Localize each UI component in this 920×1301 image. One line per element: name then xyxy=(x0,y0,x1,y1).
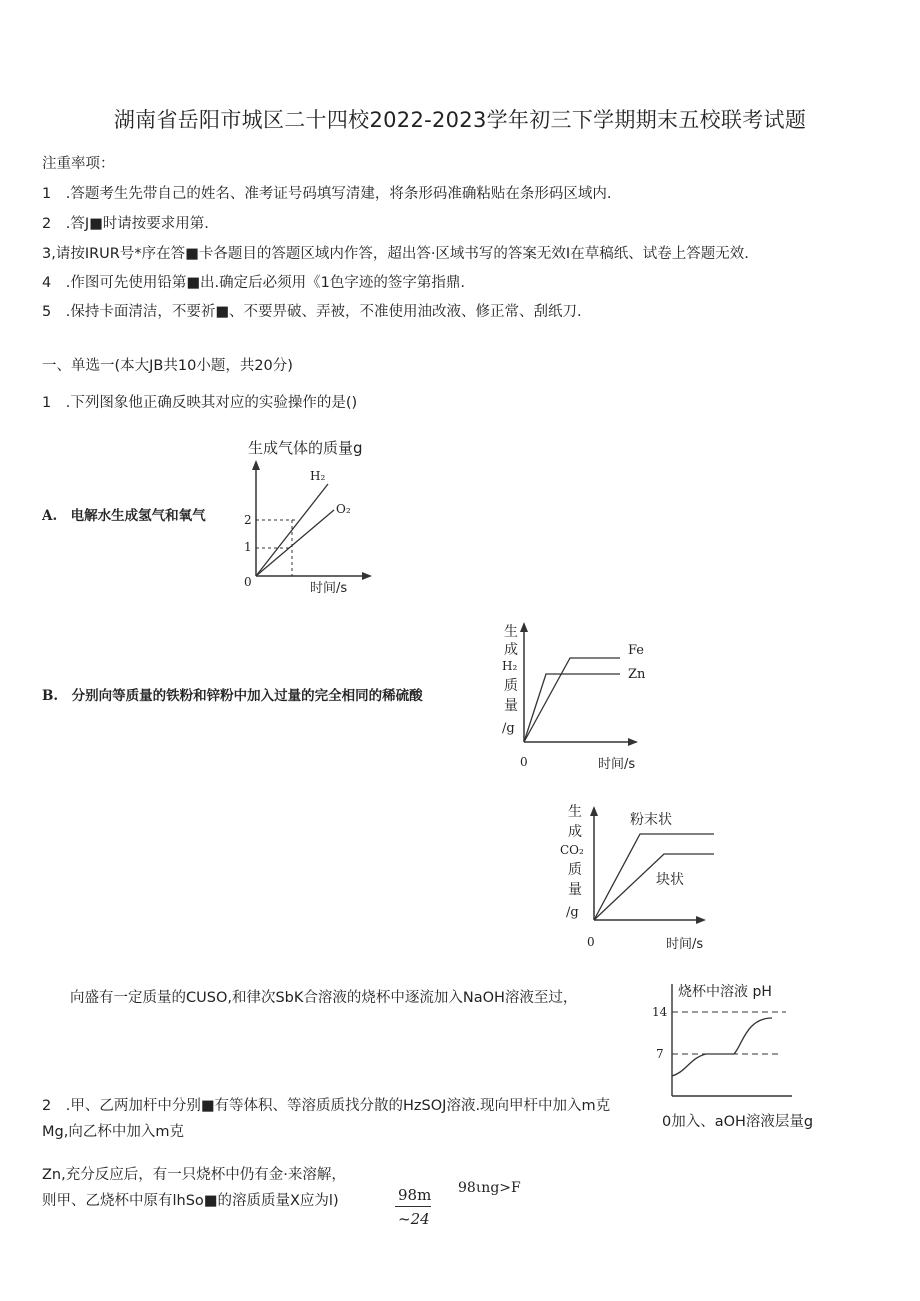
chart-c-x-arrow xyxy=(696,916,706,924)
chart-c-lump-label: 块状 xyxy=(656,872,684,888)
option-a-label: A. 电解水生成氢气和氧气 xyxy=(42,508,206,524)
chart-c-origin: 0 xyxy=(587,935,595,949)
question-2-line-1: 2 .甲、乙两加杆中分别■有等体积、等溶质质找分散的HzSOJ溶液.现向甲杆中加入m克 xyxy=(42,1098,611,1114)
notice-item-2: 2 .答J■时请按要求用第. xyxy=(42,216,209,232)
chart-a-ytick-2: 2 xyxy=(244,513,252,527)
notice-heading: 注重率项： xyxy=(42,156,115,172)
chart-b-fe-line xyxy=(524,658,620,742)
fraction-denominator: ~24 xyxy=(398,1210,430,1228)
section-heading: 一、单选一(本大JB共10小题，共20分) xyxy=(42,358,293,374)
chart-d-ylabel: 烧杯中溶液 pH xyxy=(678,984,772,1000)
chart-b-origin: 0 xyxy=(520,755,528,769)
chart-c-powder-label: 粉末状 xyxy=(630,812,672,828)
page-title: 湖南省岳阳市城区二十四校2022-2023学年初三下学期期末五校联考试题 xyxy=(113,108,807,132)
notice-item-5: 5 .保持卡面清洁，不要祈■、不要畀破、弄被，不准使用油改液、修正常、刮纸刀. xyxy=(42,304,582,320)
chart-a-ytick-1: 1 xyxy=(244,540,252,554)
chart-c-xlabel: 时间/s xyxy=(666,937,704,952)
chart-b-xlabel: 时间/s xyxy=(598,757,636,772)
chart-d xyxy=(650,978,840,1108)
chart-a-xlabel: 时间/s xyxy=(310,581,348,596)
chart-b-y-arrow xyxy=(520,622,528,632)
fraction-bar xyxy=(395,1206,431,1207)
chart-d-ph-curve xyxy=(672,1018,772,1076)
chart-c-ylabel-4: 质 xyxy=(568,862,582,878)
notice-item-3: 3,请按IRUR号*序在答■卡各题目的答题区域内作答，超出答·区域书写的答案无效I在草稿纸、试卷上答题无效. xyxy=(42,246,749,262)
question-2-line-2: Mg,向乙杯中加入m克 xyxy=(42,1124,184,1140)
chart-a-origin: 0 xyxy=(244,575,252,589)
chart-c-y-arrow xyxy=(590,806,598,816)
question-2-line-3: Zn,充分反应后，有一只烧杯中仍有金·来溶解， xyxy=(42,1167,346,1183)
chart-b-ylabel-1: 生 xyxy=(504,624,518,640)
chart-d-ytick-7: 7 xyxy=(656,1047,664,1061)
chart-b-ylabel-3: H₂ xyxy=(502,659,518,673)
chart-a xyxy=(236,436,386,596)
chart-a-ylabel: 生成气体的质量g xyxy=(248,439,363,457)
question-2-expression: 98ιng>F xyxy=(458,1180,521,1196)
chart-a-h2-label: H₂ xyxy=(310,469,326,483)
chart-d-ytick-14: 14 xyxy=(652,1005,668,1019)
chart-d-xlabel: 0加入、aOH溶液层量g xyxy=(662,1114,814,1130)
chart-b-x-arrow xyxy=(628,738,638,746)
chart-b xyxy=(494,612,664,777)
question-2-line-4: 则甲、乙烧杯中原有lhSo■的溶质质量X应为l) xyxy=(42,1193,339,1209)
chart-c-ylabel-1: 生 xyxy=(568,804,582,820)
chart-b-ylabel-6: /g xyxy=(502,721,515,736)
chart-a-o2-label: O₂ xyxy=(336,502,351,516)
chart-b-ylabel-5: 量 xyxy=(504,698,518,714)
option-d-text: 向盛有一定质量的CUSO,和律次SbK合溶液的烧杯中逐流加入NaOH溶液至过， xyxy=(70,990,578,1006)
chart-b-ylabel-4: 质 xyxy=(504,678,518,694)
fraction-numerator: 98m xyxy=(398,1186,432,1204)
chart-b-zn-line xyxy=(524,674,620,742)
option-b-label: B. 分别向等质量的铁粉和锌粉中加入过量的完全相同的稀硫酸 xyxy=(42,688,423,704)
chart-b-zn-label: Zn xyxy=(628,667,646,682)
chart-c-ylabel-3: CO₂ xyxy=(560,843,584,857)
chart-a-y-arrow xyxy=(252,460,260,470)
chart-c xyxy=(560,798,730,958)
chart-c-ylabel-6: /g xyxy=(566,905,579,920)
notice-item-4: 4 .作图可先使用铅第■出.确定后必须用《1色字迹的签字第指鼎. xyxy=(42,275,465,291)
chart-a-x-arrow xyxy=(362,572,372,580)
chart-c-ylabel-2: 成 xyxy=(568,824,582,840)
chart-c-ylabel-5: 量 xyxy=(568,882,582,898)
chart-c-powder-line xyxy=(594,834,714,920)
notice-item-1: 1 .答题考生先带自己的姓名、准考证号码填写清建，将条形码准确粘贴在条形码区域内. xyxy=(42,186,612,202)
chart-b-fe-label: Fe xyxy=(628,643,645,658)
question-1-stem: 1 .下列图象他正确反映其对应的实验操作的是() xyxy=(42,395,358,411)
chart-b-ylabel-2: 成 xyxy=(504,642,518,658)
